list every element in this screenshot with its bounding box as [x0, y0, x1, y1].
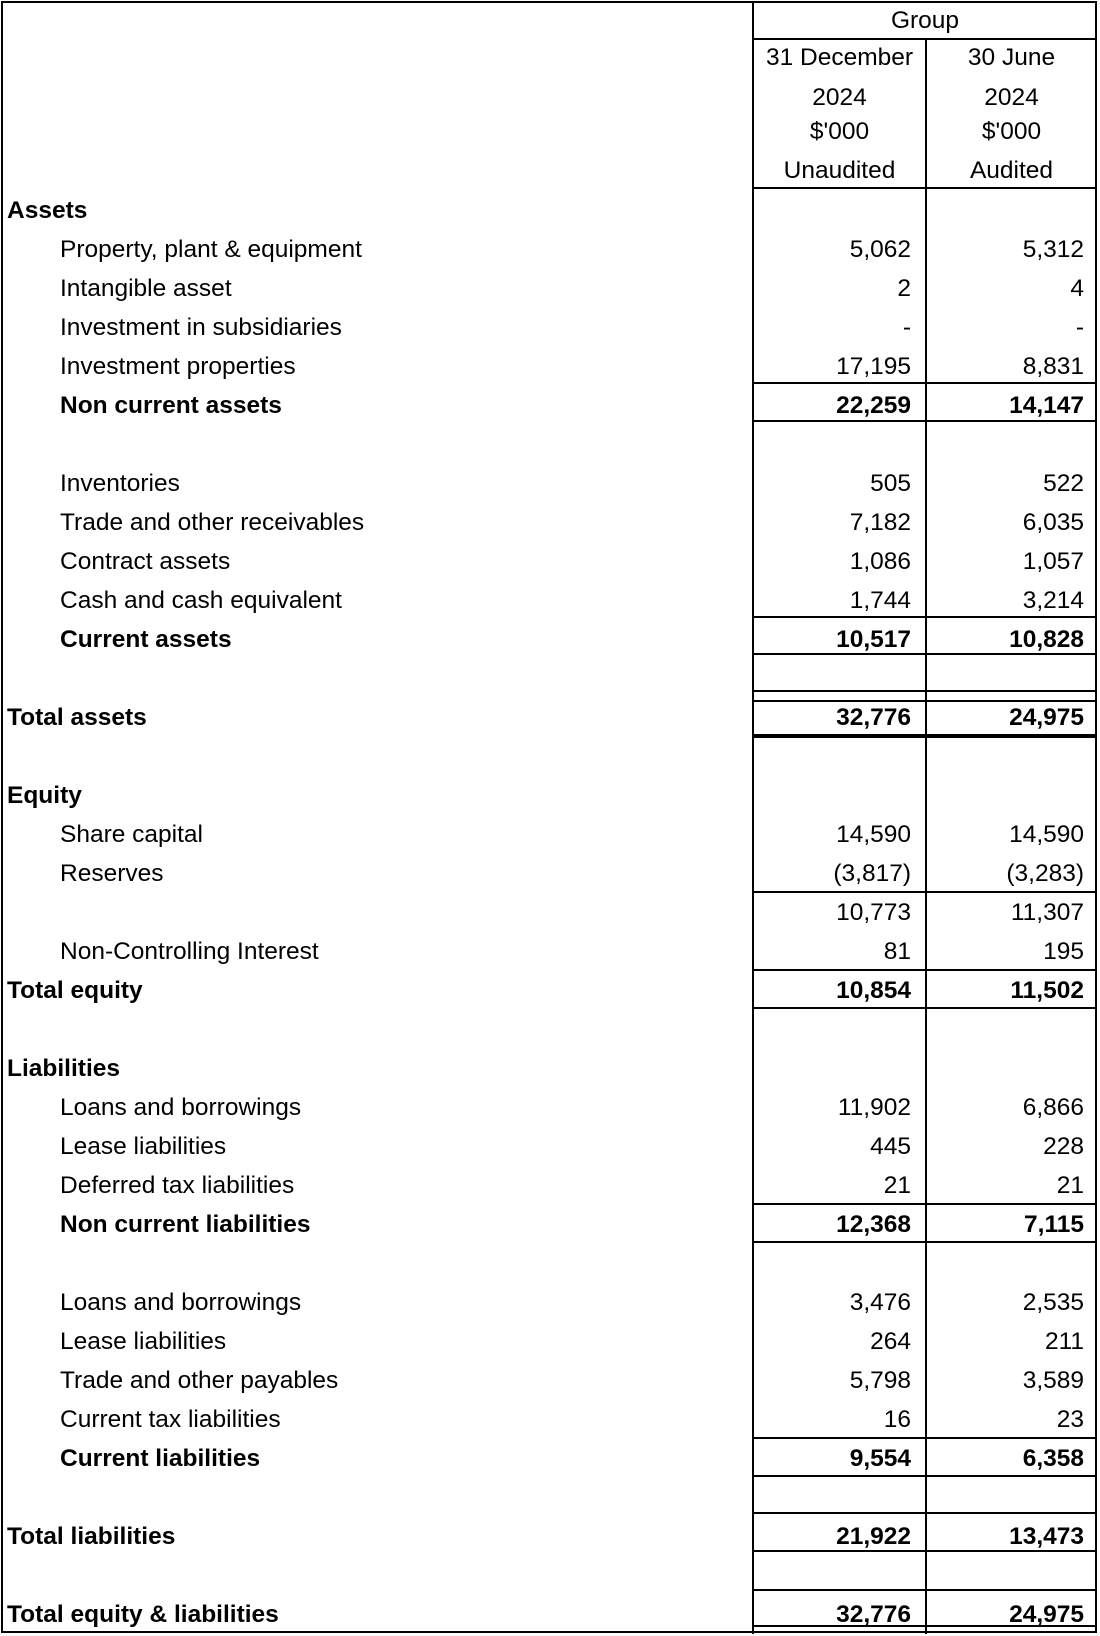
- row-rule: [752, 616, 1097, 618]
- value-jun-2024: 6,866: [1022, 1094, 1084, 1121]
- value-dec-2024: 9,554: [849, 1445, 911, 1472]
- value-dec-2024: -: [902, 314, 911, 341]
- value-dec-2024: 21: [883, 1172, 911, 1199]
- row-rule: [752, 891, 1097, 893]
- value-jun-2024: (3,283): [1006, 860, 1084, 887]
- col2-header-date: 30 June: [967, 44, 1056, 71]
- value-jun-2024: 5,312: [1022, 236, 1084, 263]
- value-dec-2024: 14,590: [836, 821, 911, 848]
- value-jun-2024: 3,214: [1022, 587, 1084, 614]
- row-rule: [752, 1475, 1097, 1477]
- row-label: Trade and other payables: [60, 1367, 339, 1394]
- value-jun-2024: 24,975: [1009, 704, 1084, 731]
- value-jun-2024: 23: [1056, 1406, 1084, 1433]
- value-dec-2024: 445: [870, 1133, 911, 1160]
- col2-header-status: Audited: [969, 157, 1054, 184]
- row-label: Loans and borrowings: [60, 1094, 302, 1121]
- value-jun-2024: 195: [1043, 938, 1084, 965]
- row-label: Reserves: [60, 860, 164, 887]
- row-rule: [752, 1241, 1097, 1243]
- value-jun-2024: 11,502: [1010, 977, 1084, 1004]
- value-dec-2024: 81: [883, 938, 911, 965]
- row-rule: [752, 969, 1097, 971]
- value-dec-2024: 3,476: [849, 1289, 911, 1316]
- value-dec-2024: (3,817): [833, 860, 911, 887]
- row-label: Cash and cash equivalent: [60, 587, 342, 614]
- value-jun-2024: 228: [1043, 1133, 1084, 1160]
- value-jun-2024: 14,147: [1009, 392, 1084, 419]
- row-label: Loans and borrowings: [60, 1289, 302, 1316]
- group-header: Group: [890, 7, 960, 34]
- value-dec-2024: 2: [897, 275, 911, 302]
- row-label: Non current assets: [60, 392, 282, 419]
- value-dec-2024: 5,062: [849, 236, 911, 263]
- row-rule: [752, 1203, 1097, 1205]
- value-dec-2024: 1,744: [849, 587, 911, 614]
- col1-header-date: 31 December: [765, 44, 914, 71]
- row-label: Total liabilities: [7, 1523, 176, 1550]
- row-label: Inventories: [60, 470, 180, 497]
- col1-header-year: 2024: [812, 84, 867, 111]
- row-label: Total equity: [7, 977, 143, 1004]
- value-jun-2024: 6,358: [1022, 1445, 1084, 1472]
- value-jun-2024: 8,831: [1022, 353, 1084, 380]
- value-jun-2024: 1,057: [1022, 548, 1084, 575]
- col1-header-status: Unaudited: [783, 157, 896, 184]
- row-label: Liabilities: [7, 1055, 121, 1082]
- row-label: Non-Controlling Interest: [60, 938, 319, 965]
- row-label: Property, plant & equipment: [60, 236, 362, 263]
- row-rule: [752, 1437, 1097, 1439]
- value-jun-2024: -: [1075, 314, 1084, 341]
- row-label: Investment properties: [60, 353, 296, 380]
- value-jun-2024: 10,828: [1009, 626, 1084, 653]
- value-jun-2024: 3,589: [1022, 1367, 1084, 1394]
- row-label: Lease liabilities: [60, 1328, 227, 1355]
- value-dec-2024: 10,773: [836, 899, 911, 926]
- row-label: Current tax liabilities: [60, 1406, 281, 1433]
- value-jun-2024: 24,975: [1009, 1601, 1084, 1628]
- row-label: Trade and other receivables: [60, 509, 365, 536]
- value-dec-2024: 16: [883, 1406, 911, 1433]
- row-rule: [752, 736, 1097, 738]
- row-label: Non current liabilities: [60, 1211, 311, 1238]
- value-dec-2024: 17,195: [836, 353, 911, 380]
- value-jun-2024: 14,590: [1009, 821, 1084, 848]
- row-label: Total assets: [7, 704, 147, 731]
- row-rule: [752, 1589, 1097, 1591]
- value-dec-2024: 32,776: [836, 1601, 911, 1628]
- col2-header-unit: $'000: [981, 118, 1042, 145]
- row-label: Equity: [7, 782, 82, 809]
- value-dec-2024: 21,922: [836, 1523, 911, 1550]
- row-rule: [752, 382, 1097, 384]
- value-dec-2024: 12,368: [836, 1211, 911, 1238]
- row-label: Current assets: [60, 626, 232, 653]
- row-rule: [752, 1512, 1097, 1514]
- value-dec-2024: 505: [870, 470, 911, 497]
- row-rule: [752, 690, 1097, 692]
- row-rule: [752, 38, 1097, 40]
- row-rule: [752, 700, 1097, 702]
- value-jun-2024: 11,307: [1010, 899, 1084, 926]
- value-jun-2024: 211: [1044, 1328, 1084, 1355]
- row-rule: [752, 187, 1097, 189]
- row-label: Deferred tax liabilities: [60, 1172, 295, 1199]
- row-label: Assets: [7, 197, 88, 224]
- value-jun-2024: 2,535: [1022, 1289, 1084, 1316]
- value-dec-2024: 32,776: [836, 704, 911, 731]
- col1-header-unit: $'000: [809, 118, 870, 145]
- value-dec-2024: 1,086: [849, 548, 911, 575]
- value-dec-2024: 22,259: [836, 392, 911, 419]
- value-dec-2024: 5,798: [849, 1367, 911, 1394]
- value-jun-2024: 6,035: [1022, 509, 1084, 536]
- row-label: Lease liabilities: [60, 1133, 227, 1160]
- row-label: Share capital: [60, 821, 204, 848]
- col2-header-year: 2024: [984, 84, 1039, 111]
- value-dec-2024: 10,517: [836, 626, 911, 653]
- value-jun-2024: 4: [1070, 275, 1084, 302]
- value-dec-2024: 10,854: [836, 977, 911, 1004]
- value-jun-2024: 522: [1043, 470, 1084, 497]
- row-label: Investment in subsidiaries: [60, 314, 342, 341]
- value-dec-2024: 264: [870, 1328, 911, 1355]
- value-jun-2024: 21: [1056, 1172, 1084, 1199]
- row-label: Current liabilities: [60, 1445, 261, 1472]
- value-jun-2024: 7,115: [1024, 1211, 1084, 1238]
- row-rule: [752, 1007, 1097, 1009]
- value-dec-2024: 7,182: [849, 509, 911, 536]
- row-label: Contract assets: [60, 548, 231, 575]
- row-label: Total equity & liabilities: [7, 1601, 279, 1628]
- row-label: Intangible asset: [60, 275, 232, 302]
- value-dec-2024: 11,902: [837, 1094, 911, 1121]
- value-jun-2024: 13,473: [1009, 1523, 1084, 1550]
